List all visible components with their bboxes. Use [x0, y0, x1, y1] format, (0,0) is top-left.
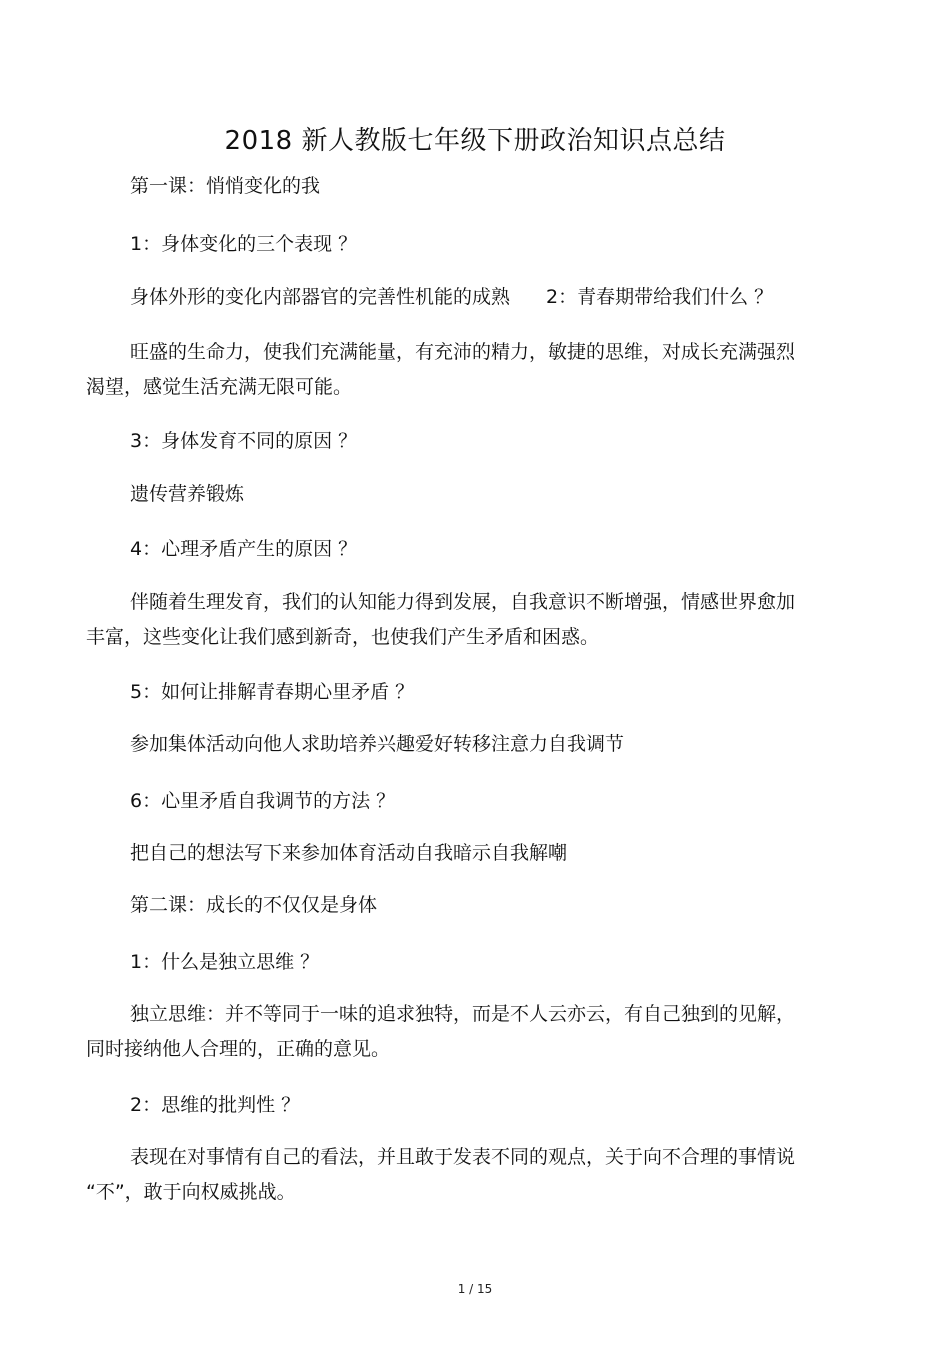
document-title: 2018 新人教版七年级下册政治知识点总结: [224, 126, 726, 156]
answer-2-1-paragraph: 独立思维：并不等同于一味的追求独特，而是不人云亦云，有自己独到的见解，同时接纳他人合理的，正确的意见。: [86, 1003, 796, 1060]
question-1-5: 5：如何让排解青春期心里矛盾 ？: [130, 681, 415, 703]
answer-and-question-row: [130, 282, 773, 312]
question-2-1: 1：什么是独立思维 ？: [130, 951, 320, 973]
question-1-4: 4：心理矛盾产生的原因 ？: [130, 538, 358, 560]
question-1-3: 3：身体发育不同的原因 ？: [130, 430, 358, 452]
answer-1-4-paragraph: 伴随着生理发育，我们的认知能力得到发展，自我意识不断增强，情感世界愈加丰富，这些变化让我们感到新奇，也使我们产生矛盾和困惑。: [86, 591, 796, 648]
question-2-2: 2：思维的批判性 ？: [130, 1094, 301, 1116]
lesson-1-heading: 第一课：悄悄变化的我: [130, 175, 321, 197]
answer-1-2-paragraph: 旺盛的生命力，使我们充满能量，有充沛的精力，敏捷的思维，对成长充满强烈渴望，感觉生活充满无限可能。: [86, 341, 796, 398]
answer-1-5: 参加集体活动向他人求助培养兴趣爱好转移注意力自我调节: [130, 733, 625, 755]
answer-1-1: 身体外形的变化内部器官的完善性机能的成熟: [130, 286, 511, 308]
answer-1-3: 遗传营养锻炼: [130, 483, 245, 505]
page-indicator: 1 / 15: [457, 1282, 493, 1296]
question-1-6: 6：心里矛盾自我调节的方法 ？: [130, 790, 396, 812]
question-1-1: 1：身体变化的三个表现 ？: [130, 233, 358, 255]
question-1-2: 2：青春期带给我们什么 ？: [546, 286, 774, 308]
answer-2-2-paragraph: 表现在对事情有自己的看法，并且敢于发表不同的观点，关于向不合理的事情说 “不”，敢于向权威挑战。: [86, 1146, 796, 1203]
lesson-2-heading: 第二课：成长的不仅仅是身体: [130, 894, 378, 916]
answer-1-6: 把自己的想法写下来参加体育活动自我暗示自我解嘲: [130, 842, 568, 864]
